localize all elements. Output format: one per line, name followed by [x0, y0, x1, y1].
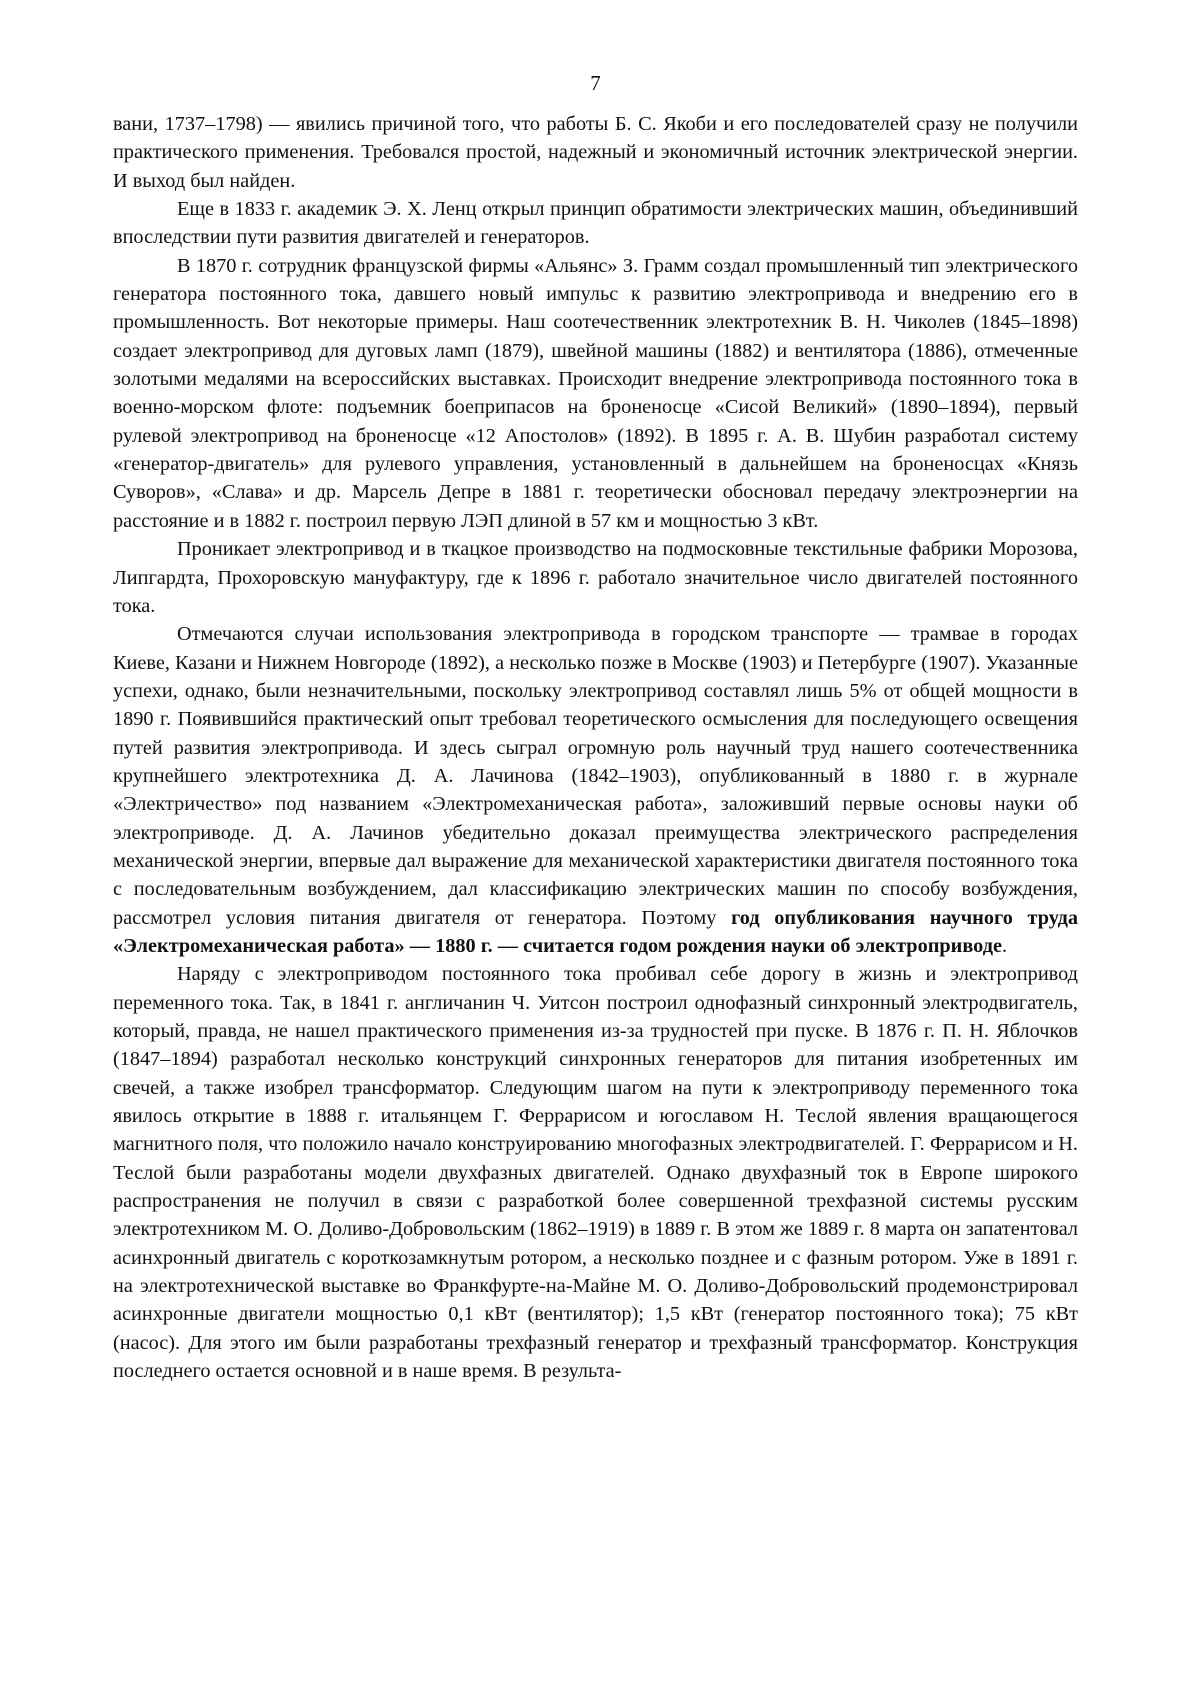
highlight-1880: год опубликования научного труда «Электромеханическая работа» — 1880 г. — считается годом рождения науки об электроприводе [113, 906, 1079, 957]
paragraph-transport [113, 620, 1078, 960]
paragraph-textile: Проникает электропривод и в ткацкое производство на подмосковные текстильные фабрики Морозова, Липгардта, Прохоровскую мануфактуру, где к 1896 г. работало значительное число двигателей постоянного тока. [113, 538, 1078, 617]
paragraph-gramme: В 1870 г. сотрудник французской фирмы «Альянс» З. Грамм создал промышленный тип электрического генератора постоянного тока, давшего новый импульс к развитию электропривода и внедрению его в промышленность. Вот некоторые примеры. Наш соотечественник электротехник В. Н. Чиколев (1845–1898) создает электропривод для дуговых ламп (1879), швейной машины (1882) и вентилятора (1886), отмеченные золотыми медалями на всероссийских выставках. Происходит внедрение электропривода постоянного тока в военно-морском флоте: подъемник боеприпасов на броненосце «Сисой Великий» (1890–1894), первый рулевой электропривод на броненосце «12 Апостолов» (1892). В 1895 г. А. В. Шубин разработал систему «генератор-двигатель» для рулевого управления, установленный в дальнейшем на броненосцах «Князь Суворов», «Слава» и др. Марсель Депре в 1881 г. теоретически обосновал передачу электроэнергии на расстояние и в 1882 г. построил первую ЛЭП длиной в 57 км и мощностью 3 кВт. [113, 254, 1078, 532]
paragraph-transport-text: Отмечаются случаи использования электропривода в городском транспорте — трамвае в городах Киеве, Казани и Нижнем Новгороде (1892), а несколько позже в Москве (1903) и Петербурге (1907). Указанные успехи, однако, были незначительными, поскольку электропривод составлял лишь 5% от общей мощности в 1890 г. Появившийся практический опыт требовал теоретического осмысления для последующего освещения путей развития электропривода. И здесь сыграл огромную роль научный труд нашего соотечественника крупнейшего электротехника Д. А. Лачинова (1842–1903), опубликованный в 1880 г. в журнале «Электричество» под названием «Электромеханическая работа», заложивший первые основы науки об электроприводе. Д. А. Лачинов убедительно доказал преимущества электрического распределения механической энергии, впервые дал выражение для механической характеристики двигателя постоянного тока с последовательным возбуждением, дал классификацию электрических машин по способу возбуждения, рассмотрел условия питания двигателя от генератора. Поэтому [113, 623, 1078, 929]
paragraph-lenz: Еще в 1833 г. академик Э. Х. Ленц открыл принцип обратимости электрических машин, объединивший впоследствии пути развития двигателей и генераторов. [113, 198, 1078, 249]
paragraph-ac-drive: Наряду с электроприводом постоянного тока пробивал себе дорогу в жизнь и электропривод переменного тока. Так, в 1841 г. англичанин Ч. Уитсон построил однофазный синхронный электродвигатель, который, правда, не нашел практического применения из-за трудностей при пуске. В 1876 г. П. Н. Яблочков (1847–1894) разработал несколько конструкций синхронных генераторов для питания изобретенных им свечей, а также изобрел трансформатор. Следующим шагом на пути к электроприводу переменного тока явилось открытие в 1888 г. итальянцем Г. Феррарисом и югославом Н. Теслой явления вращающегося магнитного поля, что положило начало конструированию многофазных электродвигателей. Г. Феррарисом и Н. Теслой были разработаны модели двухфазных двигателей. Однако двухфазный ток в Европе широкого распространения не получил в связи с разработкой более совершенной трехфазной системы русским электротехником М. О. Доливо-Добровольским (1862–1919) в 1889 г. В этом же 1889 г. 8 марта он запатентовал асинхронный двигатель с короткозамкнутым ротором, а несколько позднее и с фазным ротором. Уже в 1891 г. на электротехнической выставке во Франкфурте-на-Майне М. О. Доливо-Добровольский продемонстрировал асинхронные двигатели мощностью 0,1 кВт (вентилятор); 1,5 кВт (генератор постоянного тока); 75 кВт (насос). Для этого им были разработаны трехфазный генератор и трехфазный трансформатор. Конструкция последнего остается основной и в наше время. В результа- [113, 963, 1078, 1383]
body-text [113, 110, 1078, 1385]
paragraph-transport-end: . [1002, 934, 1008, 957]
page-number: 7 [590, 71, 601, 95]
paragraph-continuation: вани, 1737–1798) — явились причиной того, что работы Б. С. Якоби и его последователей сразу не получили практического применения. Требовался простой, надежный и экономичный источник электрической энергии. И выход был найден. [113, 113, 1078, 192]
